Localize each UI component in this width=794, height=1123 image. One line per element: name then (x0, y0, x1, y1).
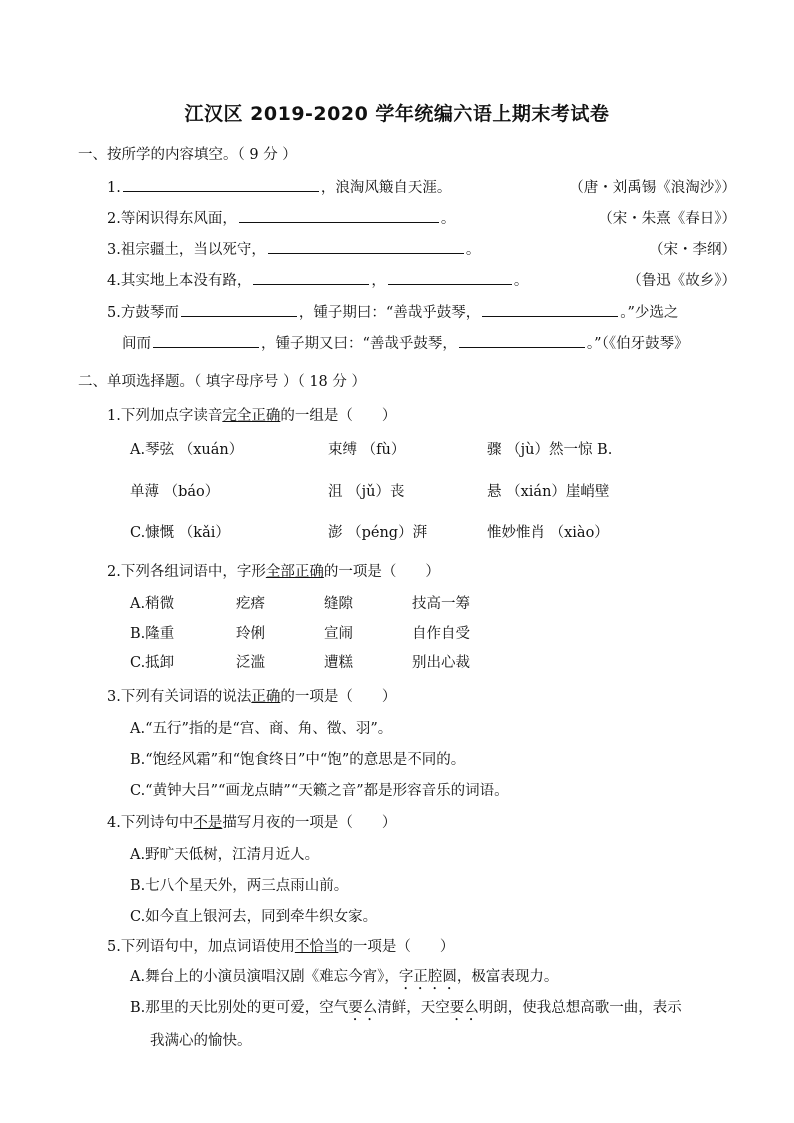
answer-blank[interactable] (459, 333, 585, 348)
s1-q1-source: （唐・刘禹锡《浪淘沙》） (569, 180, 736, 196)
q-text: 间而 (122, 336, 151, 352)
word-item: 宣闹 (324, 626, 353, 642)
s1-q5-line2 (122, 332, 689, 353)
choice-item: A.琴弦 （xuán） (130, 442, 244, 458)
choice-item: 单薄 （báo） (130, 484, 220, 500)
option-text: ，极富表现力。 (456, 969, 559, 985)
s2-q4-stem (107, 811, 396, 832)
choice-item: 澎 （péng）湃 (328, 525, 428, 541)
s1-q2 (107, 207, 455, 228)
q-text: 。”（《伯牙鼓琴》 (586, 336, 689, 352)
stem-underline: 正确 (251, 689, 281, 705)
word-item: A.稍微 (130, 596, 175, 612)
answer-blank[interactable] (388, 270, 512, 285)
option-text: 明朗，使我总想高歌一曲，表示 (478, 1000, 682, 1016)
stem-text: 3.下列有关词语的说法 (107, 689, 252, 705)
q-text: 其实地上本没有路， (120, 273, 252, 289)
option-b: B.“饱经风霜”和“饱食终日”中“饱”的意思是不同的。 (130, 752, 466, 768)
q-text: 祖宗疆土，当以死守， (120, 242, 266, 258)
stem-underline: 不恰当 (294, 939, 339, 955)
s1-q1 (107, 176, 451, 197)
exam-title: 江汉区 2019-2020 学年统编六语上期末考试卷 (184, 103, 610, 125)
word-item: 玲俐 (236, 626, 265, 642)
q-number: 1. (107, 180, 121, 196)
dotted-word: 要么 (449, 1000, 479, 1016)
s1-q3 (107, 238, 480, 259)
stem-text: 的一组是（ ） (280, 408, 397, 424)
word-item: 缝隙 (324, 596, 353, 612)
answer-blank[interactable] (482, 302, 618, 317)
q-text: 等闲识得东风面， (120, 211, 237, 227)
option-text: B.那里的天比别处的更可爱，空气 (130, 1000, 349, 1016)
option-b-continued: 我满心的愉快。 (150, 1033, 252, 1049)
answer-blank[interactable] (268, 239, 464, 254)
q-text: 。 (440, 211, 456, 227)
q-text: 。 (465, 242, 481, 258)
answer-blank[interactable] (181, 302, 297, 317)
s2-q3-stem (107, 685, 396, 706)
s2-q2-stem (107, 560, 440, 581)
answer-blank[interactable] (253, 270, 369, 285)
word-item: 别出心裁 (412, 655, 470, 671)
q-text: ，锺子期曰：“善哉乎鼓琴， (298, 305, 481, 321)
option-b: B.七八个星天外，两三点雨山前。 (130, 878, 349, 894)
answer-blank[interactable] (123, 177, 319, 192)
word-item: B.隆重 (130, 626, 175, 642)
q-text: 方鼓琴而 (120, 305, 179, 321)
choice-item: 骤 （jù）然一惊 B. (487, 442, 613, 458)
choice-item: 惟妙惟肖 （xiào） (487, 525, 609, 541)
answer-blank[interactable] (153, 333, 259, 348)
s1-q4 (107, 269, 528, 290)
option-a: A.“五行”指的是“宫、商、角、徵、羽”。 (130, 721, 393, 737)
section2-heading: 二、单项选择题。（ 填字母序号 ）（ 18 分 ） (78, 374, 366, 390)
stem-text: 2.下列各组词语中，字形 (107, 564, 266, 580)
q-text: 。 (513, 273, 529, 289)
stem-text: 5.下列语句中，加点词语使用 (107, 939, 295, 955)
q-number: 5. (107, 305, 121, 321)
q-text: ， (371, 273, 386, 289)
option-b (130, 996, 682, 1024)
option-a (130, 965, 558, 993)
q-number: 2. (107, 211, 121, 227)
option-text: A.舞台上的小演员演唱汉剧《难忘今宵》， (130, 969, 399, 985)
word-item: 技高一筹 (412, 596, 470, 612)
s2-q5-stem (107, 935, 454, 956)
q-text: ，浪淘风簸自天涯。 (320, 180, 452, 196)
word-item: C.抵卸 (130, 655, 175, 671)
section1-heading: 一、按所学的内容填空。（ 9 分 ） (78, 147, 297, 163)
stem-underline: 全部正确 (265, 564, 324, 580)
stem-underline: 不是 (193, 815, 223, 831)
choice-item: 束缚 （fù） (328, 442, 406, 458)
s1-q2-source: （宋・朱熹《春日》） (598, 211, 736, 227)
stem-underline: 完全正确 (222, 408, 281, 424)
option-c: C.如今直上银河去，同到牵牛织女家。 (130, 909, 378, 925)
stem-text: 1.下列加点字读音 (107, 408, 223, 424)
stem-text: 的一项是（ ） (280, 689, 397, 705)
s1-q5-line1 (107, 301, 678, 322)
dotted-word: 要么 (348, 1000, 378, 1016)
choice-item: C.慷慨 （kǎi） (130, 525, 230, 541)
choice-item: 沮 （jǔ）丧 (328, 484, 405, 500)
q-text: ，锺子期又曰：“善哉乎鼓琴， (261, 336, 457, 352)
s2-q1-stem (107, 404, 396, 425)
word-item: 遭糕 (324, 655, 353, 671)
word-item: 泛滥 (236, 655, 265, 671)
stem-text: 描写月夜的一项是（ ） (222, 815, 397, 831)
stem-text: 4.下列诗句中 (107, 815, 194, 831)
word-item: 疙瘩 (236, 596, 265, 612)
option-c: C.“黄钟大吕”“画龙点睛”“天籁之音”都是形容音乐的词语。 (130, 783, 509, 799)
q-number: 3. (107, 242, 121, 258)
dotted-word: 字正腔圆 (398, 969, 457, 985)
s1-q3-source: （宋・李纲） (649, 242, 736, 258)
s1-q4-source: （鲁迅《故乡》） (627, 273, 736, 289)
stem-text: 的一项是（ ） (323, 564, 440, 580)
stem-text: 的一项是（ ） (338, 939, 455, 955)
q-number: 4. (107, 273, 121, 289)
answer-blank[interactable] (239, 208, 439, 223)
word-item: 自作自受 (412, 626, 470, 642)
choice-item: 悬 （xián）崖峭壁 (487, 484, 610, 500)
option-text: 清鲜，天空 (377, 1000, 450, 1016)
q-text: 。”少选之 (620, 305, 679, 321)
option-a: A.野旷天低树，江清月近人。 (130, 847, 320, 863)
